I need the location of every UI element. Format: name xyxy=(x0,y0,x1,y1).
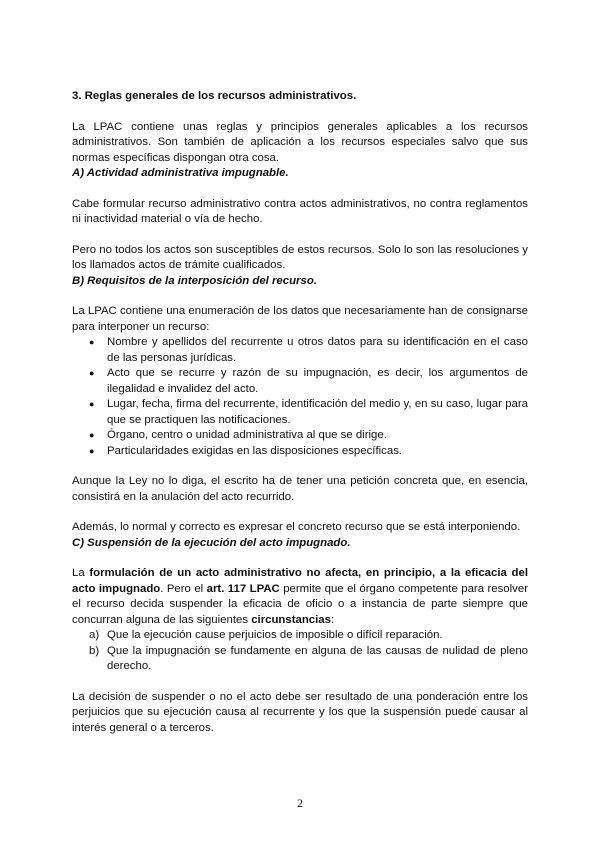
text-run: : xyxy=(330,613,335,626)
intro-paragraph: La LPAC contiene unas reglas y principios generales aplicables a los recursos administrativos. Son también de aplicación a los recursos especiales salvo que sus normas específicas dispongan otra cosa. xyxy=(72,120,528,164)
section-c-paragraph-1 xyxy=(72,566,528,628)
text-run: La xyxy=(72,567,90,579)
text-run: . Pero el xyxy=(160,582,207,595)
section-b-title: B) Requisitos de la interposición del recurso. xyxy=(72,274,317,287)
bullet-icon: ● xyxy=(89,399,95,409)
section-a-paragraph-1: Cabe formular recurso administrativo contra actos administrativos, no contra reglamentos ni inactividad material o vía de hecho. xyxy=(72,197,528,225)
list-item xyxy=(72,644,528,675)
section-c-title: C) Suspensión de la ejecución del acto impugnado. xyxy=(72,536,351,549)
section-b-paragraph-after-1: Aunque la Ley no lo diga, el escrito ha de tener una petición concreta que, en esencia, consistirá en la anulación del acto recurrido. xyxy=(72,475,528,503)
section-a-title: A) Actividad administrativa impugnable. xyxy=(72,167,289,179)
section-title: 3. Reglas generales de los recursos administrativos. xyxy=(72,90,357,102)
list-item-text: Lugar, fecha, firma del recurrente, identificación del medio y, en su caso, lugar para que se practiquen las notificaciones. xyxy=(107,398,528,426)
list-item xyxy=(72,366,528,397)
list-item-text: Nombre y apellidos del recurrente u otros datos para su identificación en el caso de las personas jurídicas. xyxy=(107,336,528,364)
requirements-list xyxy=(72,335,528,459)
text-run: permite que el órgano competente para resolver el recurso decida suspender la eficacia de oficio o a instancia de parte siempre que concurran alguna de las siguientes xyxy=(72,582,528,626)
page-number: 2 xyxy=(297,796,303,810)
list-item xyxy=(72,397,528,428)
list-item xyxy=(72,335,528,366)
list-item-text: Que la ejecución cause perjuicios de imposible o difícil reparación. xyxy=(107,629,443,641)
bullet-icon: ● xyxy=(89,337,95,347)
list-item-text: Acto que se recurre y razón de su impugnación, es decir, los argumentos de ilegalidad e invalidez del acto. xyxy=(107,367,528,395)
list-item xyxy=(72,444,528,460)
section-b-paragraph-after-2: Además, lo normal y correcto es expresar el concreto recurso que se está interponiendo. xyxy=(72,521,521,533)
section-a-paragraph-2: Pero no todos los actos son susceptibles de estos recursos. Solo lo son las resoluciones y los llamados actos de trámite cualificados. xyxy=(72,243,528,271)
list-item-text: Que la impugnación se fundamente en alguna de las causas de nulidad de pleno derecho. xyxy=(107,644,528,672)
list-item-text: Órgano, centro o unidad administrativa al que se dirige. xyxy=(107,429,387,441)
bold-text-run: circunstancias xyxy=(251,613,331,626)
document-body xyxy=(72,89,528,736)
bold-text-run: formulación de un acto administrativo no afecta, en principio, a la eficacia del acto impugnado xyxy=(72,567,528,595)
section-c-paragraph-2: La decisión de suspender o no el acto debe ser resultado de una ponderación entre los perjuicios que su ejecución causa al recurrente y los que la suspensión puede causar al interés general o a terceros. xyxy=(72,690,528,734)
bullet-icon: ● xyxy=(89,430,95,440)
list-item-text: Particularidades exigidas en las disposiciones específicas. xyxy=(107,444,403,457)
bold-text-run: art. 117 LPAC xyxy=(206,582,280,595)
list-marker: a) xyxy=(89,629,100,641)
section-b-intro: La LPAC contiene una enumeración de los datos que necesariamente han de consignarse para interponer un recurso: xyxy=(72,305,528,333)
list-item xyxy=(72,428,528,444)
list-item xyxy=(72,628,528,644)
bullet-icon: ● xyxy=(89,445,95,456)
list-marker: b) xyxy=(89,644,100,657)
bullet-icon: ● xyxy=(89,368,95,378)
circumstances-list xyxy=(72,628,528,675)
